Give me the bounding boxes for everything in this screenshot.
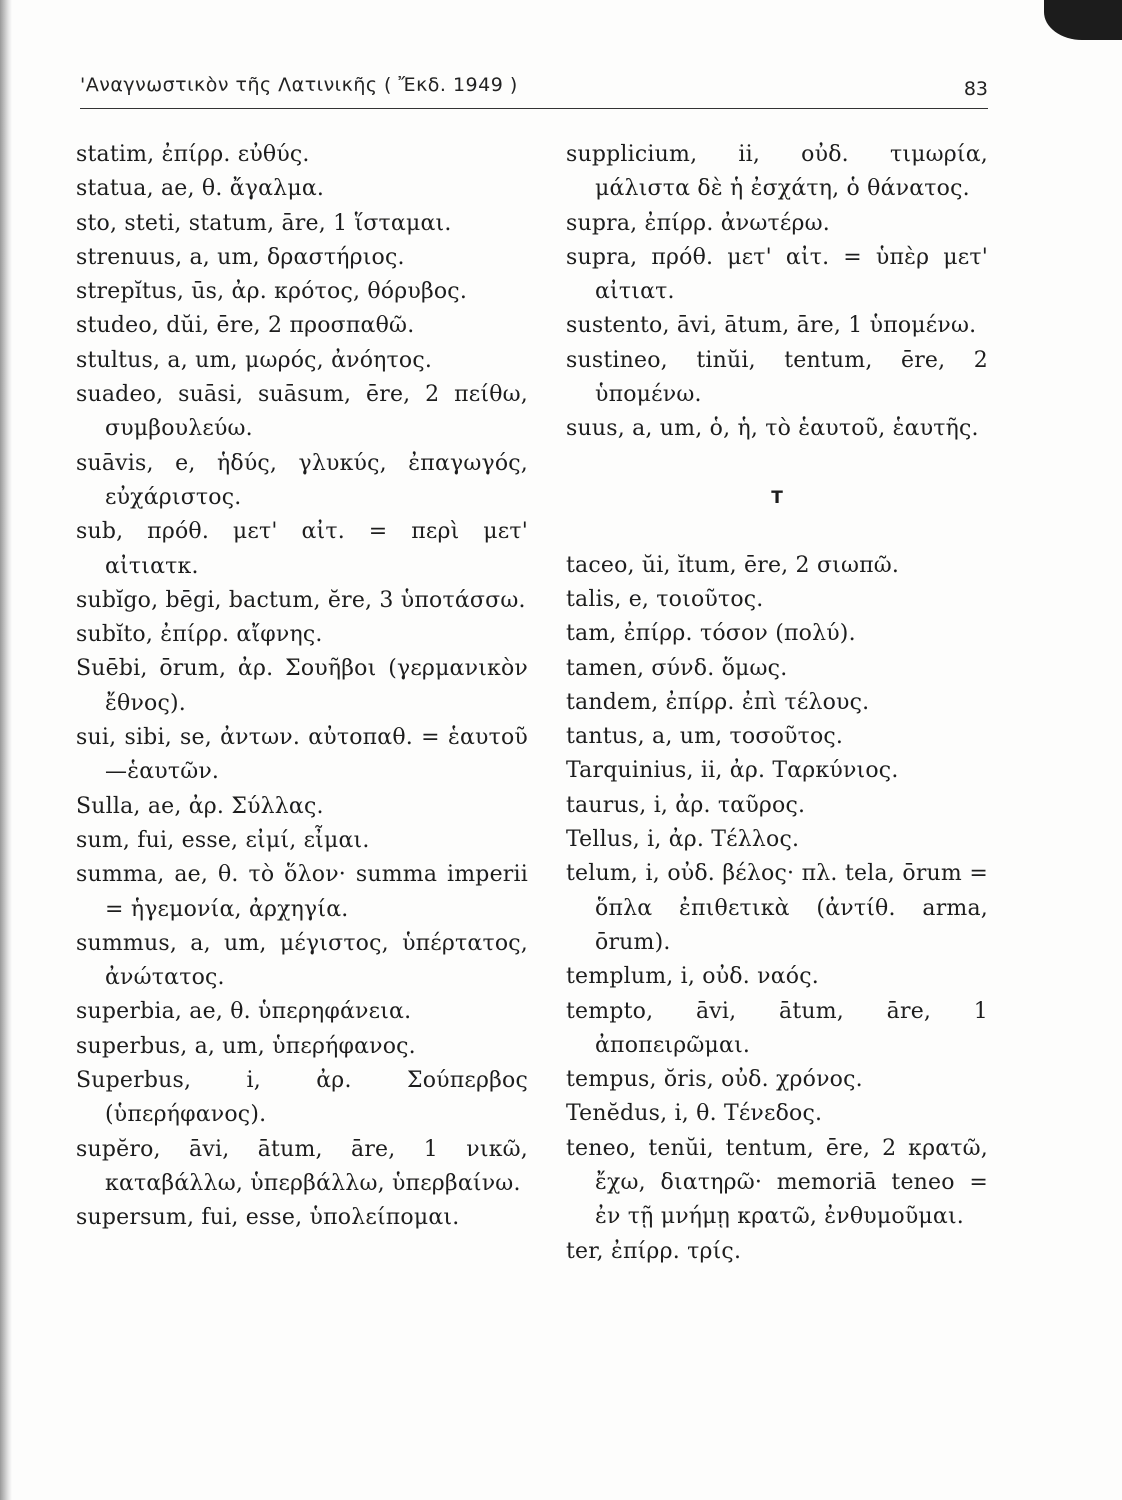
dictionary-entry: summa, ae, θ. τὸ ὅλον· summa imperii = ἡγεμονία, ἀρχηγία. <box>76 862 528 922</box>
dictionary-entry: tandem, ἐπίρρ. ἐπὶ τέλους. <box>566 689 870 715</box>
right-column <box>566 138 988 1269</box>
dictionary-entry: Superbus, i, ἀρ. Σούπερβος (ὑπερήφανος). <box>76 1068 528 1128</box>
dictionary-entry: Tellus, i, ἀρ. Τέλλος. <box>566 827 800 853</box>
dictionary-entry: ter, ἐπίρρ. τρίς. <box>566 1238 742 1264</box>
binding-shadow <box>0 0 12 1500</box>
dictionary-entry: tantus, a, um, τοσοῦτος. <box>566 724 844 750</box>
left-column <box>76 138 528 1236</box>
dictionary-entry: taceo, ŭi, ĭtum, ēre, 2 σιωπῶ. <box>566 552 900 578</box>
dictionary-entry: Tarquinius, ii, ἀρ. Ταρκύνιος. <box>566 758 899 784</box>
dictionary-entry: talis, e, τοιοῦτος. <box>566 586 764 612</box>
dictionary-entry: supra, ἐπίρρ. ἀνωτέρω. <box>566 210 830 236</box>
dictionary-entry: supersum, fui, esse, ὑπολείπομαι. <box>76 1205 460 1231</box>
dictionary-entry: summus, a, um, μέγιστος, ὑπέρτατος, ἀνώτατος. <box>76 930 528 991</box>
dictionary-entry: superbus, a, um, ὑπερήφανος. <box>76 1033 416 1059</box>
dictionary-entry: supplicium, ii, οὐδ. τιμωρία, μάλιστα δὲ ἡ ἐσχάτη, ὁ θάνατος. <box>566 142 988 202</box>
dictionary-entry: Suēbi, ōrum, ἀρ. Σουῆβοι (γερμανικὸν ἔθνος). <box>76 656 528 716</box>
dictionary-entry: supĕro, āvi, ātum, āre, 1 νικῶ, καταβάλλω, ὑπερβάλλω, ὑπερβαίνω. <box>76 1136 528 1196</box>
dictionary-entry: stultus, a, um, μωρός, ἀνόητος. <box>76 347 433 373</box>
dictionary-entry: tamen, σύνδ. ὅμως. <box>566 655 788 681</box>
running-head: 'Αναγνωστικὸν τῆς Λατινικῆς ( Ἔκδ. 1949 ) <box>80 74 518 96</box>
dictionary-entry: suus, a, um, ὁ, ἡ, τὸ ἑαυτοῦ, ἑαυτῆς. <box>566 416 979 442</box>
dictionary-entry: superbia, ae, θ. ὑπερηφάνεια. <box>76 999 412 1025</box>
page-header <box>80 72 988 109</box>
dictionary-entry: sustineo, tinŭi, tentum, ēre, 2 ὑπομένω. <box>566 347 988 408</box>
dictionary-entry: tempus, ŏris, οὐδ. χρόνος. <box>566 1067 863 1093</box>
dictionary-entry: telum, i, οὐδ. βέλος· πλ. tela, ōrum = ὅπλα ἐπιθετικὰ (ἀντίθ. arma, ōrum). <box>566 861 988 955</box>
dictionary-entry: tempto, āvi, ātum, āre, 1 ἀποπειρῶμαι. <box>566 998 988 1058</box>
dictionary-entry: teneo, tenŭi, tentum, ēre, 2 κρατῶ, ἔχω, διατηρῶ· memoriā teneo = ἐν τῇ μνήμῃ κρατῶ, ἐνθυμοῦμαι. <box>566 1135 988 1230</box>
section-letter-heading: T <box>771 487 783 508</box>
dictionary-entry: sui, sibi, se, ἀντων. αὐτοπαθ. = ἑαυτοῦ—ἑαυτῶν. <box>76 725 528 785</box>
page-number: 83 <box>963 78 988 100</box>
dictionary-entry: strepĭtus, ūs, ἀρ. κρότος, θόρυβος. <box>76 279 468 305</box>
dictionary-entry: Tenĕdus, i, θ. Τένεδος. <box>566 1101 823 1127</box>
dictionary-entry: subĭgo, bēgi, bactum, ĕre, 3 ὑποτάσσω. <box>76 587 526 613</box>
dictionary-entry: suadeo, suāsi, suāsum, ēre, 2 πείθω, συμβουλεύω. <box>76 382 528 442</box>
dictionary-entry: studeo, dŭi, ēre, 2 προσπαθῶ. <box>76 313 415 339</box>
dictionary-entry: sto, steti, statum, āre, 1 ἵσταμαι. <box>76 210 452 236</box>
dictionary-entry: sub, πρόθ. μετ' αἰτ. = περὶ μετ' αἰτιατκ. <box>76 519 528 579</box>
dictionary-entry: subĭto, ἐπίρρ. αἴφνης. <box>76 622 323 648</box>
dictionary-entry: tam, ἐπίρρ. τόσον (πολύ). <box>566 621 856 647</box>
dictionary-entry: strenuus, a, um, δραστήριος. <box>76 244 405 270</box>
dictionary-entry: statim, ἐπίρρ. εὐθύς. <box>76 142 310 167</box>
dictionary-entry: suāvis, e, ἡδύς, γλυκύς, ἐπαγωγός, εὐχάριστος. <box>76 450 528 510</box>
dictionary-entry: statua, ae, θ. ἄγαλμα. <box>76 176 325 202</box>
dictionary-entry: taurus, i, ἀρ. ταῦρος. <box>566 792 806 818</box>
dictionary-entry: sum, fui, esse, εἰμί, εἶμαι. <box>76 827 370 853</box>
dictionary-entry: templum, i, οὐδ. ναός. <box>566 964 819 990</box>
dictionary-entry: supra, πρόθ. μετ' αἰτ. = ὑπὲρ μετ' αἰτιατ. <box>566 244 988 305</box>
ink-blot <box>1044 0 1122 40</box>
dictionary-entry: sustento, āvi, ātum, āre, 1 ὑπομένω. <box>566 313 977 339</box>
dictionary-entry: Sulla, ae, ἀρ. Σύλλας. <box>76 793 324 819</box>
